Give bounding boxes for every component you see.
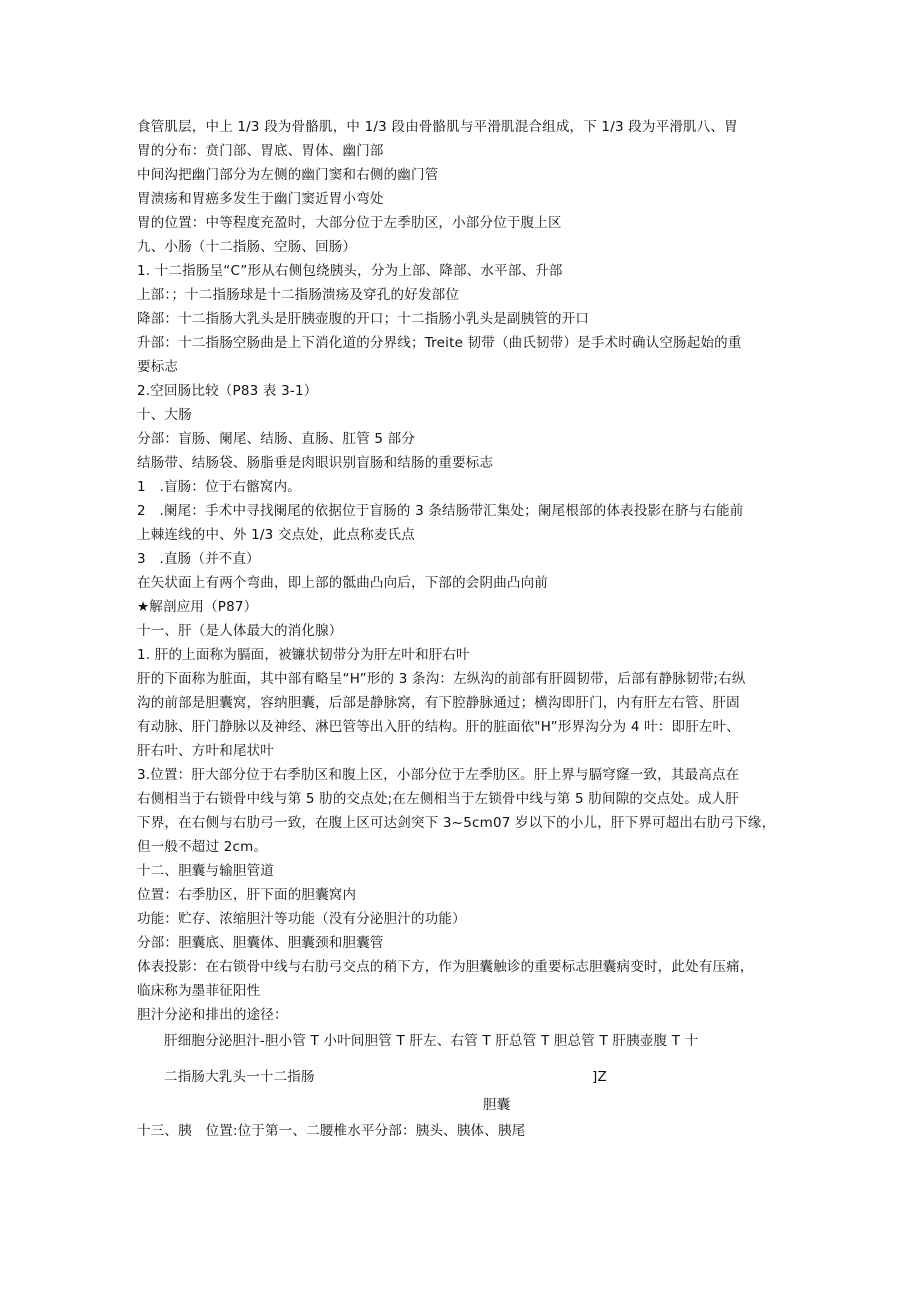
text-line: 胃的位置：中等程度充盈时，大部分位于左季肋区，小部分位于腹上区 xyxy=(137,215,562,231)
text-line: 胆汁分泌和排出的途径： xyxy=(137,1007,288,1023)
bile-flow-line-2: 二指肠大乳头一十二指肠 xyxy=(164,1069,315,1085)
text-line: 体表投影：在右锁骨中线与右肋弓交点的稍下方，作为胆囊触诊的重要标志胆囊病变时，此处有压痛， xyxy=(137,959,754,975)
section-heading: 九、小肠（十二指肠、空肠、回肠） xyxy=(137,239,357,255)
text-line: 上棘连线的中、外 1/3 交点处，此点称麦氏点 xyxy=(137,527,415,543)
text-line: 肝右叶、方叶和尾状叶 xyxy=(137,743,274,759)
text-line: 在矢状面上有两个弯曲，即上部的骶曲凸向后，下部的会阴曲凸向前 xyxy=(137,575,548,591)
text-line: 3.位置：肝大部分位于右季肋区和腹上区，小部分位于左季肋区。肝上界与膈穹窿一致，其最高点在 xyxy=(137,767,740,783)
text-line: 中间沟把幽门部分为左侧的幽门窦和右侧的幽门管 xyxy=(137,167,439,183)
text-line: 1. 肝的上面称为膈面，被镰状韧带分为肝左叶和肝右叶 xyxy=(137,647,470,663)
text-line: 右侧相当于右锁骨中线与第 5 肋的交点处;在左侧相当于左锁骨中线与第 5 肋间隙的交点处。成人肝 xyxy=(137,791,739,807)
text-line: 结肠带、结肠袋、肠脂垂是肉眼识别盲肠和结肠的重要标志 xyxy=(137,455,494,471)
text-line: 升部：十二指肠空肠曲是上下消化道的分界线；Treite 韧带（曲氏韧带）是手术时确认空肠起始的重 xyxy=(137,335,742,351)
text-line: 食管肌层，中上 1/3 段为骨骼肌，中 1/3 段由骨骼肌与平滑肌混合组成，下 1/3 段为平滑肌八、胃 xyxy=(137,119,738,135)
section-heading: 十一、肝（是人体最大的消化腺） xyxy=(137,623,343,639)
text-line: 要标志 xyxy=(137,359,179,375)
text-line: 降部：十二指肠大乳头是肝胰壶腹的开口；十二指肠小乳头是副胰管的开口 xyxy=(137,311,590,327)
text-line: 胃的分布：贲门部、胃底、胃体、幽门部 xyxy=(137,143,384,159)
text-line: 下界，在右侧与右肋弓一致，在腹上区可达剑突下 3~5cm07 岁以下的小儿，肝下界可超出右肋弓下缘， xyxy=(137,815,776,831)
bile-flow-gallbladder: 胆囊 xyxy=(483,1097,511,1113)
text-line: 上部：；十二指肠球是十二指肠溃疡及穿孔的好发部位 xyxy=(137,287,460,303)
section-heading: 十、大肠 xyxy=(137,407,192,423)
text-line: 3 .直肠（并不直） xyxy=(137,551,260,567)
text-line: 但一般不超过 2cm。 xyxy=(137,839,268,855)
text-line: 分部：胆囊底、胆囊体、胆囊颈和胆囊管 xyxy=(137,935,384,951)
text-line: 分部：盲肠、阑尾、结肠、直肠、肛管 5 部分 xyxy=(137,431,416,447)
text-line: 有动脉、肝门静脉以及神经、淋巴管等出入肝的结构。肝的脏面依"H”形界沟分为 4 叶：即肝左叶、 xyxy=(137,719,741,735)
text-line: 2 .阑尾：手术中寻找阑尾的依据位于盲肠的 3 条结肠带汇集处；阑尾根部的体表投影在脐与右能前 xyxy=(137,503,744,519)
text-line: 1. 十二指肠呈“C”形从右侧包绕胰头，分为上部、降部、水平部、升部 xyxy=(137,263,563,279)
text-line: 1 .盲肠：位于右髂窝内。 xyxy=(137,479,301,495)
bile-flow-mark: ]Z xyxy=(592,1069,607,1085)
text-line: 位置：右季肋区，肝下面的胆囊窝内 xyxy=(137,887,357,903)
text-line: 功能：贮存、浓缩胆汁等功能（没有分泌胆汁的功能） xyxy=(137,911,466,927)
section-heading: 十三、胰 位置:位于第一、二腰椎水平分部：胰头、胰体、胰尾 xyxy=(137,1123,526,1139)
text-line: 胃溃疡和胃癌多发生于幽门窦近胃小弯处 xyxy=(137,191,384,207)
text-line: 沟的前部是胆囊窝，容纳胆囊，后部是静脉窝，有下腔静脉通过；横沟即肝门，内有肝左右管、肝固 xyxy=(137,695,740,711)
text-line: 肝的下面称为脏面，其中部有略呈“H”形的 3 条沟：左纵沟的前部有肝圆韧带，后部有静脉韧带;右纵 xyxy=(137,671,746,687)
text-line: ★解剖应用（P87） xyxy=(137,599,258,615)
text-line: 2.空回肠比较（P83 表 3-1） xyxy=(137,383,318,399)
section-heading: 十二、胆囊与输胆管道 xyxy=(137,863,274,879)
bile-flow-line-1: 肝细胞分泌胆汁-胆小管 T 小叶间胆管 T 肝左、右管 T 肝总管 T 胆总管 T 肝胰壶腹 T 十 xyxy=(164,1033,699,1049)
text-line: 临床称为墨菲征阳性 xyxy=(137,983,261,999)
